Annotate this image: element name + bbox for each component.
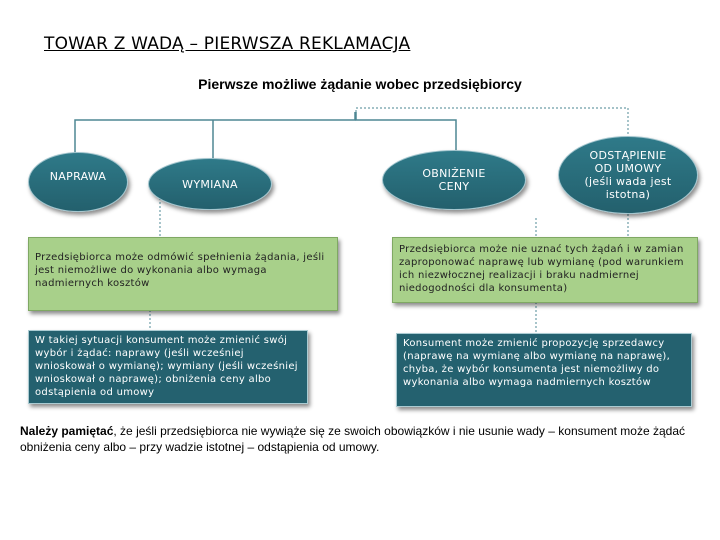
box-right-dark: [396, 333, 692, 407]
node-wymiana: [148, 158, 272, 210]
footnote-bold: Należy pamiętać: [20, 424, 114, 438]
footnote-text: , że jeśli przedsiębiorca nie wywiąże się ze swoich obowiązków i nie usunie wady – konsument może żądać obniżenia ceny albo – przy wadzie istotnej – odstąpienia od umowy.: [20, 424, 686, 454]
page-title: TOWAR Z WADĄ – PIERWSZA REKLAMACJA: [44, 34, 411, 54]
node-odstapienie-label-2: OD UMOWY: [594, 162, 662, 175]
diagram-subtitle: Pierwsze możliwe żądanie wobec przedsiębiorcy: [198, 76, 522, 92]
connector-dotted-right: [356, 108, 628, 138]
box-right-dark-text: Konsument może zmienić propozycję sprzedawcy (naprawę na wymianę albo wymianę na naprawę), chyba, że wybór konsumenta jest niemożliwy do wykonania albo wymaga nadmiernych kosztów: [403, 338, 671, 388]
node-obnizenie-ceny: [382, 150, 526, 210]
box-left-green-text: Przedsiębiorca może odmówić spełnienia żądania, jeśli jest niemożliwe do wykonania albo wymaga nadmiernych kosztów: [35, 252, 325, 289]
node-odstapienie-label-4: istotna): [605, 188, 651, 201]
box-left-dark-text: W takiej sytuacji konsument może zmienić swój wybór i żądać: naprawy (jeśli wcześniej wnioskował o wymianę); wymiany (jeśli wcześniej wnioskował o naprawę); obniżenia ceny albo odstąpienia od umowy: [35, 335, 298, 398]
connector-left-branch: [75, 112, 355, 158]
node-naprawa-label: NAPRAWA: [49, 169, 107, 183]
node-wymiana-label: WYMIANA: [182, 177, 238, 191]
node-obnizenie-label-1: OBNIŻENIE: [422, 167, 486, 180]
node-odstapienie-label-3: (jeśli wada jest: [584, 175, 672, 188]
footnote: [20, 423, 710, 455]
box-right-green: [392, 237, 698, 303]
box-left-dark: [28, 330, 308, 404]
node-odstapienie-label-1: ODSTĄPIENIE: [589, 149, 667, 162]
box-right-green-text: Przedsiębiorca może nie uznać tych żądań i w zamian zaproponować naprawę lub wymianę (pod warunkiem ich niezwłocznej realizacji i braku nadmiernej niedogodności dla konsumenta): [399, 244, 684, 294]
node-odstapienie: [558, 136, 698, 214]
node-naprawa: [28, 152, 128, 212]
node-obnizenie-label-2: CENY: [438, 180, 470, 193]
box-left-green: [28, 237, 338, 311]
